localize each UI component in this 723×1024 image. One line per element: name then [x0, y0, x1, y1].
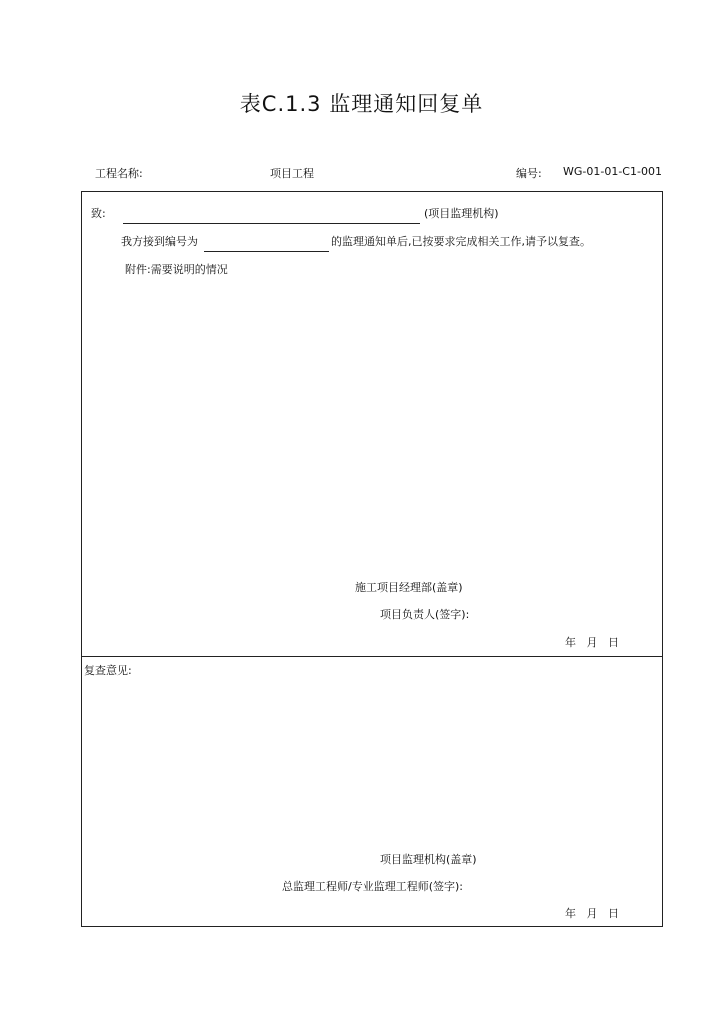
- project-name-value: 项目工程: [270, 167, 314, 180]
- chief-engineer-signature: 总监理工程师/专业监理工程师(签字):: [282, 880, 463, 893]
- date-line-1: 年 月 日: [565, 636, 619, 649]
- to-label: 致:: [91, 207, 106, 220]
- form-title: 表C.1.3 监理通知回复单: [239, 92, 484, 116]
- attachment-note: 附件:需要说明的情况: [125, 263, 228, 276]
- body-suffix: 的监理通知单后,已按要求完成相关工作,请予以复查。: [331, 235, 591, 248]
- project-name-label: 工程名称:: [95, 167, 143, 180]
- form-table: [81, 191, 663, 927]
- construction-dept-seal: 施工项目经理部(盖章): [355, 581, 463, 594]
- date-line-2: 年 月 日: [565, 907, 619, 920]
- supervision-org-seal: 项目监理机构(盖章): [380, 853, 477, 866]
- notice-number-blank-line[interactable]: [204, 233, 329, 246]
- number-value: WG-01-01-C1-001: [563, 165, 662, 178]
- body-prefix: 我方接到编号为: [121, 235, 198, 248]
- recipient-blank-line[interactable]: [123, 205, 420, 218]
- review-opinion-label: 复查意见:: [84, 664, 132, 677]
- number-label: 编号:: [516, 167, 542, 180]
- project-leader-signature: 项目负责人(签字):: [380, 608, 470, 621]
- section-divider: [81, 656, 663, 657]
- recipient-org-suffix: (项目监理机构): [424, 207, 499, 220]
